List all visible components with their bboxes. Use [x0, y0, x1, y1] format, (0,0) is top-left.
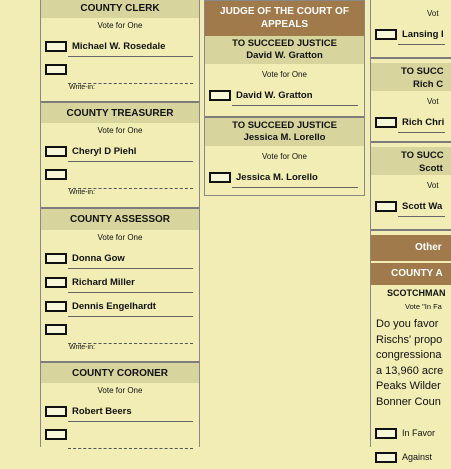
vote-for-instruction: Vot — [427, 97, 439, 106]
candidate-name: Lansing I — [402, 28, 444, 40]
vote-oval[interactable] — [45, 406, 67, 417]
divider — [232, 105, 358, 106]
vote-oval[interactable] — [375, 452, 397, 463]
vote-oval[interactable] — [45, 64, 67, 75]
race-subtitle — [205, 118, 364, 146]
race-title: COUNTY TREASURER — [41, 103, 199, 123]
candidate-name: Jessica M. Lorello — [236, 171, 318, 183]
vote-oval[interactable] — [375, 29, 397, 40]
vote-oval[interactable] — [375, 201, 397, 212]
succeed-name: Scott — [419, 163, 443, 174]
succeed-label: TO SUCCEED JUSTICE — [232, 120, 337, 131]
candidate-row[interactable] — [41, 294, 199, 318]
write-in-row[interactable] — [41, 58, 199, 91]
divider — [68, 316, 193, 317]
candidate-name: Dennis Engelhardt — [72, 300, 156, 312]
candidate-name: Rich Chri — [402, 116, 445, 128]
vote-oval[interactable] — [45, 253, 67, 264]
question-line: Bonner Coun — [376, 395, 441, 408]
race-title: COUNTY CORONER — [41, 363, 199, 383]
divider — [232, 187, 358, 188]
question-instruction: Vote "In Fa — [405, 302, 442, 311]
vote-for-instruction: Vote for One — [97, 386, 143, 395]
succeed-label: TO SUCC — [401, 66, 444, 77]
answer-in-favor[interactable] — [371, 421, 451, 445]
candidate-name: Michael W. Rosedale — [72, 40, 166, 52]
answer-against[interactable] — [371, 445, 451, 469]
divider — [398, 216, 445, 217]
candidate-name: Scott Wa — [402, 200, 443, 212]
vote-oval[interactable] — [45, 146, 67, 157]
race-title: COUNTY ASSESSOR — [41, 209, 199, 230]
vote-for-instruction: Vote for One — [262, 70, 307, 79]
race-succeed-rich — [371, 63, 451, 143]
candidate-row[interactable] — [371, 22, 451, 46]
race-county-coroner — [41, 363, 199, 453]
candidate-name: Cheryl D Piehl — [72, 145, 137, 157]
succeed-name: Rich C — [413, 79, 444, 90]
vote-oval[interactable] — [45, 301, 67, 312]
vote-for-instruction: Vote for One — [262, 152, 307, 161]
race-judge-court-of-appeals — [204, 0, 365, 196]
candidate-name: Richard Miller — [72, 276, 135, 288]
candidate-row[interactable] — [41, 246, 199, 270]
candidate-name: David W. Gratton — [236, 89, 313, 101]
vote-for-instruction: Vote for One — [97, 233, 143, 242]
divider — [68, 292, 193, 293]
write-in-row[interactable] — [41, 318, 199, 351]
vote-oval[interactable] — [45, 41, 67, 52]
race-succeed-gratton — [205, 36, 364, 118]
succeed-name: Jessica M. Lorello — [243, 132, 326, 143]
divider — [68, 421, 193, 422]
question-line: Peaks Wilder — [376, 380, 441, 392]
candidate-row[interactable] — [205, 165, 364, 189]
race-title: JUDGE OF THE COURT OF APPEALS — [205, 1, 364, 36]
candidate-row[interactable] — [371, 110, 451, 134]
question-line: Rischs' propo — [376, 333, 443, 346]
ballot-column-left — [40, 0, 200, 447]
vote-oval[interactable] — [375, 428, 397, 439]
candidate-row[interactable] — [371, 194, 451, 218]
question-line: congressiona — [376, 349, 442, 361]
question-text — [371, 317, 451, 410]
section-header-other: Other — [371, 235, 451, 261]
race-top-partial — [371, 9, 451, 59]
race-county-assessor — [41, 209, 199, 363]
vote-oval[interactable] — [375, 117, 397, 128]
succeed-name: David W. Gratton — [246, 50, 323, 61]
write-in-label: Write-in: — [69, 189, 95, 196]
vote-oval[interactable] — [45, 277, 67, 288]
vote-for-instruction: Vot — [427, 181, 439, 190]
vote-oval[interactable] — [209, 172, 231, 183]
succeed-label: TO SUCCEED JUSTICE — [232, 38, 337, 49]
ballot-column-middle — [204, 0, 365, 447]
vote-for-instruction: Vot — [427, 9, 439, 18]
write-in-label: Write-in: — [69, 84, 95, 91]
divider — [398, 44, 445, 45]
question-line: a 13,960 acre — [376, 364, 444, 377]
answer-label: In Favor — [402, 428, 436, 438]
race-subtitle — [371, 147, 451, 175]
divider — [398, 132, 445, 133]
write-in-label: Write-in: — [69, 344, 95, 351]
answer-label: Against — [402, 452, 433, 462]
succeed-label: TO SUCC — [401, 150, 444, 161]
ballot-column-right — [370, 0, 451, 462]
race-succeed-lorello — [205, 118, 364, 194]
write-in-line[interactable] — [68, 448, 193, 449]
candidate-row[interactable] — [205, 83, 364, 107]
vote-oval[interactable] — [45, 169, 67, 180]
race-subtitle — [371, 63, 451, 91]
race-succeed-scott — [371, 147, 451, 231]
divider — [68, 161, 193, 162]
race-county-clerk — [41, 0, 199, 103]
divider — [68, 56, 193, 57]
write-in-row[interactable] — [41, 423, 199, 453]
candidate-row[interactable] — [41, 34, 199, 58]
section-header-county: COUNTY A — [371, 263, 451, 285]
race-subtitle — [205, 36, 364, 64]
candidate-name: Donna Gow — [72, 252, 125, 264]
vote-for-instruction: Vote for One — [97, 21, 143, 30]
vote-oval[interactable] — [45, 429, 67, 440]
divider — [68, 268, 193, 269]
race-title: COUNTY CLERK — [41, 0, 199, 18]
race-county-treasurer — [41, 103, 199, 209]
write-in-row[interactable] — [41, 163, 199, 196]
vote-oval[interactable] — [209, 90, 231, 101]
vote-for-instruction: Vote for One — [97, 126, 143, 135]
candidate-row[interactable] — [41, 399, 199, 423]
vote-oval[interactable] — [45, 324, 67, 335]
candidate-name: Robert Beers — [72, 405, 132, 417]
question-title: SCOTCHMAN — [387, 288, 446, 298]
candidate-row[interactable] — [41, 139, 199, 163]
candidate-row[interactable] — [41, 270, 199, 294]
question-line: Do you favor — [376, 318, 439, 330]
